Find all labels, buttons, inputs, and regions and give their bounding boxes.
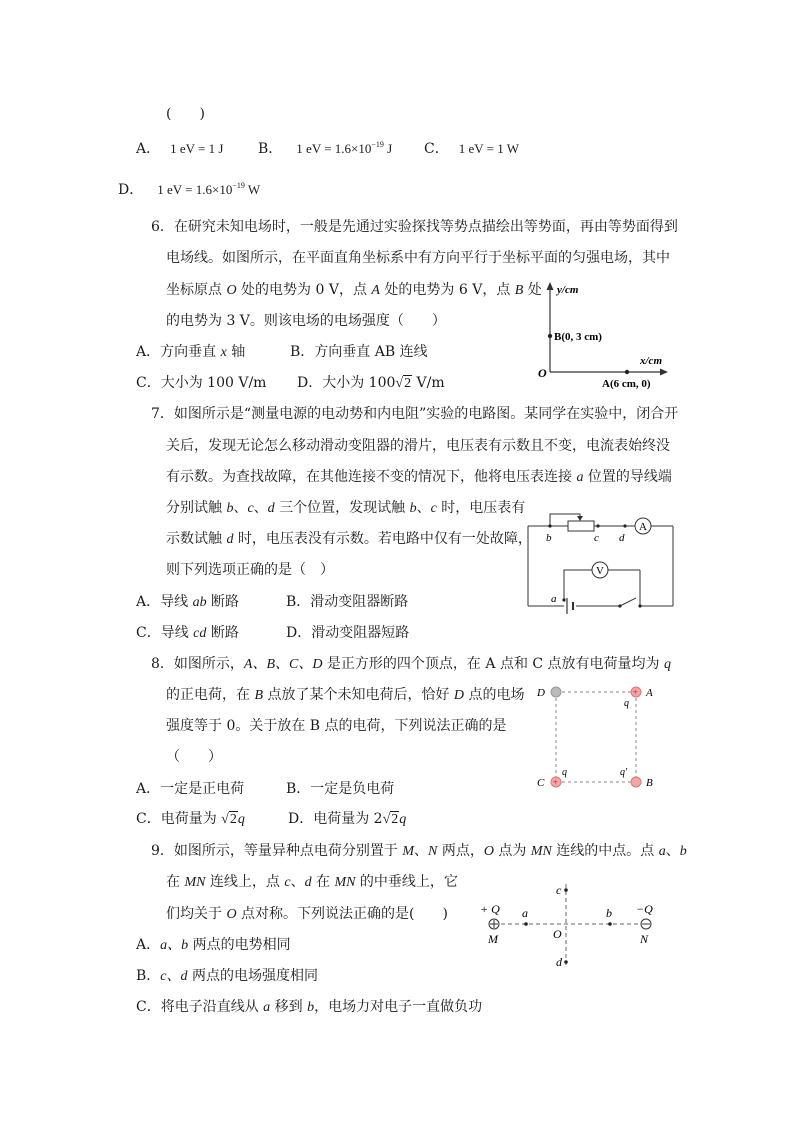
ammeter-label: A <box>639 521 647 533</box>
q8-square-figure <box>530 682 660 794</box>
switch-contact <box>638 604 641 607</box>
node-b-label: b <box>546 532 552 544</box>
node-d-label: d <box>619 532 625 544</box>
q5-option-b[interactable] <box>258 139 392 159</box>
rheostat <box>568 521 594 531</box>
rheostat-slider-arrow <box>577 516 583 521</box>
node-c <box>596 524 599 527</box>
node-d <box>623 524 626 527</box>
vertex-d-empty <box>551 687 561 697</box>
q6-coordinate-figure <box>530 280 670 390</box>
x-axis-label: x/cm <box>640 355 662 367</box>
q6-stem-line-1: 6．在研究未知电场时，一般是先通过实验探找等势点描绘出等势面，再由等势面得到 <box>151 219 678 235</box>
q7-circuit-figure <box>520 508 680 612</box>
q7-stem-line-2: 关后，发现无论怎么移动滑动变阻器的滑片，电压表有示数且不变，电流表始终没 <box>166 438 670 454</box>
point-a-label: a <box>522 906 528 920</box>
q8-option-d[interactable]: D．电荷量为 2√2q <box>288 811 407 827</box>
q9-option-b[interactable]: B．c、d 两点的电场强度相同 <box>136 968 318 984</box>
q5-option-b-text: 1 eV = 1.6×10 <box>296 141 372 156</box>
q5-option-d[interactable] <box>118 180 260 200</box>
q8-stem-line-3: 强度等于 0。关于放在 B 点的电荷，下列说法正确的是 <box>166 718 507 734</box>
q7-stem-line-5: 示数试触 d 时，电压表没有示数。若电路中仅有一处故障， <box>166 531 532 547</box>
vertex-a-label: A <box>646 687 653 699</box>
q6-option-b[interactable]: B．方向垂直 AB 连线 <box>290 344 428 360</box>
x-axis-arrow <box>660 369 668 376</box>
q5-option-c-text: 1 eV = 1 W <box>458 141 520 156</box>
voltmeter-wire-left <box>564 570 592 600</box>
q5-option-d-label: D． <box>118 182 144 198</box>
point-a-label: A(6 cm, 0) <box>602 378 651 390</box>
y-axis-arrow <box>547 282 554 290</box>
node-b <box>548 524 551 527</box>
point-b-label: b <box>606 906 612 920</box>
q5-option-a-text: 1 eV = 1 J <box>170 141 224 156</box>
q9-stem-line-3: 们均关于 O 点对称。下列说法正确的是( ) <box>166 906 448 922</box>
vertex-d-label: D <box>537 687 545 699</box>
q5-option-d-unit: W <box>244 182 261 197</box>
q5-option-b-label: B． <box>258 141 283 157</box>
q6-option-c[interactable]: C．大小为 100 V/m <box>136 375 267 391</box>
q8-option-b[interactable]: B．一定是负电荷 <box>286 781 395 797</box>
point-c-label: c <box>556 883 562 897</box>
charge-a-q-label: q <box>624 698 629 709</box>
question-5-paren: ( ) <box>166 106 205 122</box>
q9-option-a[interactable]: A．a、b 两点的电势相同 <box>136 937 291 953</box>
q7-stem-line-6: 则下列选项正确的是（ ） <box>166 562 334 578</box>
q6-stem-line-2: 电场线。如图所示，在平面直角坐标系中有方向平行于坐标平面的匀强电场，其中 <box>166 250 670 266</box>
q7-stem-line-3: 有示数。为查找故障，在其他连接不变的情况下，他将电压表连接 a 位置的导线端 <box>166 469 672 485</box>
node-c-label: c <box>594 532 599 544</box>
q8-stem-line-1: 8．如图所示，A、B、C、D 是正方形的四个顶点，在 A 点和 C 点放有电荷量均为 q <box>151 656 672 672</box>
point-b-label: B(0, 3 cm) <box>554 331 602 343</box>
origin-label: O <box>538 366 547 380</box>
q8-option-c[interactable]: C．电荷量为 √2q <box>136 811 245 827</box>
m-label: M <box>488 932 498 946</box>
q7-stem-line-1: 7．如图所示是“测量电源的电动势和内电阻”实验的电路图。某同学在实验中，闭合开 <box>151 406 679 422</box>
o-label: O <box>553 927 562 941</box>
node-a-label: a <box>551 593 557 605</box>
vertex-c-label: C <box>537 777 545 789</box>
charge-b <box>631 777 641 787</box>
q5-option-d-text: 1 eV = 1.6×10 <box>157 182 233 197</box>
q9-dipole-figure <box>476 880 666 974</box>
q7-stem-line-4: 分别试触 b、c、d 三个位置，发现试触 b、c 时，电压表有 <box>166 500 526 516</box>
node-a <box>562 598 565 601</box>
charge-c-plus: + <box>552 777 559 789</box>
n-label: N <box>640 932 649 946</box>
q5-option-d-exponent: −19 <box>232 181 245 190</box>
point-c <box>564 888 568 892</box>
q5-option-b-unit: J <box>383 141 393 156</box>
q7-option-c[interactable]: C．导线 cd 断路 <box>136 625 239 641</box>
q5-option-c-label: C． <box>424 141 449 157</box>
plus-q-label: + Q <box>480 902 500 916</box>
q7-option-a[interactable]: A．导线 ab 断路 <box>136 594 240 610</box>
q9-option-c[interactable]: C．将电子沿直线从 a 移到 b，电场力对电子一直做负功 <box>136 999 483 1015</box>
point-d-label: d <box>556 955 562 969</box>
q7-option-b[interactable]: B．滑动变阻器断路 <box>286 594 409 610</box>
charge-b-q-label: q' <box>620 767 628 778</box>
charge-c-q-label: q <box>562 767 567 778</box>
q8-stem-line-2: 的正电荷，在 B 点放了某个未知电荷后，恰好 D 点的电场 <box>166 687 525 703</box>
q6-option-d[interactable]: D．大小为 100√2 V/m <box>297 375 445 391</box>
q6-stem-line-4: 的电势为 3 V。则该电场的电场强度（ ） <box>166 313 446 329</box>
q5-option-a-label: A． <box>136 141 161 157</box>
point-b-dot <box>548 334 552 338</box>
q8-option-a[interactable]: A．一定是正电荷 <box>136 781 245 797</box>
q9-stem-line-2: 在 MN 连线上，点 c、d 在 MN 的中垂线上，它 <box>166 874 458 890</box>
minus-q-label: −Q <box>636 902 653 916</box>
voltmeter-label: V <box>596 565 604 577</box>
switch-lever <box>620 598 636 606</box>
charge-a-plus: + <box>632 687 639 699</box>
vertex-b-label: B <box>646 777 653 789</box>
q7-option-d[interactable]: D．滑动变阻器短路 <box>286 625 410 641</box>
q6-stem-line-3: 坐标原点 O 处的电势为 0 V，点 A 处的电势为 6 V，点 B 处 <box>166 282 542 298</box>
point-a <box>524 922 528 926</box>
q5-option-c[interactable] <box>424 139 519 159</box>
q5-option-a[interactable] <box>136 139 223 159</box>
q8-paren: （ ） <box>166 749 222 765</box>
point-a-dot <box>625 370 629 374</box>
point-b <box>608 922 612 926</box>
q5-option-b-exponent: −19 <box>371 140 384 149</box>
q9-stem-line-1: 9．如图所示，等量异种点电荷分别置于 M、N 两点，O 点为 MN 连线的中点。点 a、b <box>151 843 687 859</box>
q6-option-a[interactable]: A．方向垂直 x 轴 <box>136 344 246 360</box>
point-d <box>564 960 568 964</box>
y-axis-label: y/cm <box>557 284 579 296</box>
